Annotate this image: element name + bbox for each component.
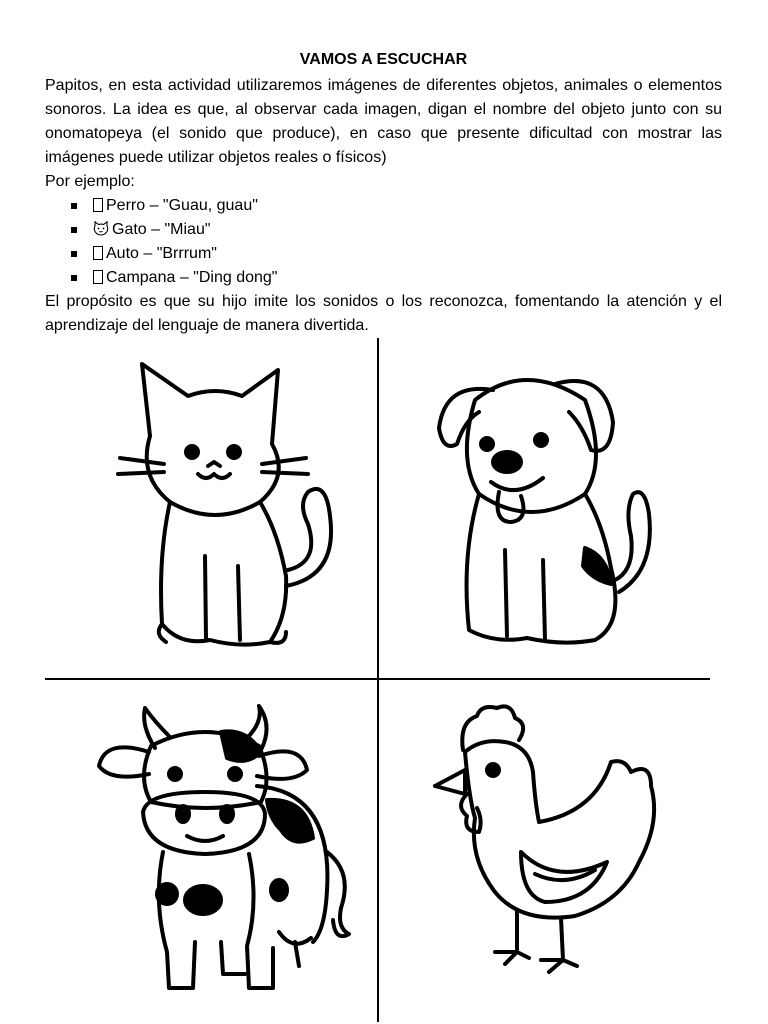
- document-body: [45, 48, 722, 338]
- missing-glyph-icon: [93, 198, 103, 212]
- list-item: Perro – "Guau, guau": [67, 194, 722, 218]
- cow-drawing: [97, 702, 357, 1002]
- list-item: Campana – "Ding dong": [67, 266, 722, 290]
- missing-glyph-icon: [93, 246, 103, 260]
- list-item: Auto – "Brrrum": [67, 242, 722, 266]
- intro-paragraph: Papitos, en esta actividad utilizaremos imágenes de diferentes objetos, animales o elementos sonoros. La idea es que, al observar cada imagen, digan el nombre del objeto junto con su onomatopeya (el sonido que produce), en caso que presente dificultad con mostrar las imágenes puede utilizar objetos reales o físicos): [45, 77, 722, 166]
- purpose-paragraph: El propósito es que su hijo imite los sonidos o los reconozca, fomentando la atención y el aprendizaje del lenguaje de manera divertida.: [45, 293, 722, 334]
- hen-drawing: [425, 702, 665, 1002]
- example-intro: Por ejemplo:: [45, 173, 135, 190]
- examples-list: [45, 194, 722, 290]
- missing-glyph-icon: [93, 270, 103, 284]
- animal-illustration-grid: [45, 338, 710, 1022]
- cat-face-icon: [93, 221, 109, 236]
- horizontal-divider: [45, 678, 710, 680]
- vertical-divider: [377, 338, 379, 1022]
- cat-drawing: [110, 356, 350, 656]
- dog-drawing: [435, 360, 665, 660]
- list-item: Gato – "Miau": [67, 218, 722, 242]
- page-title: VAMOS A ESCUCHAR: [299, 51, 468, 68]
